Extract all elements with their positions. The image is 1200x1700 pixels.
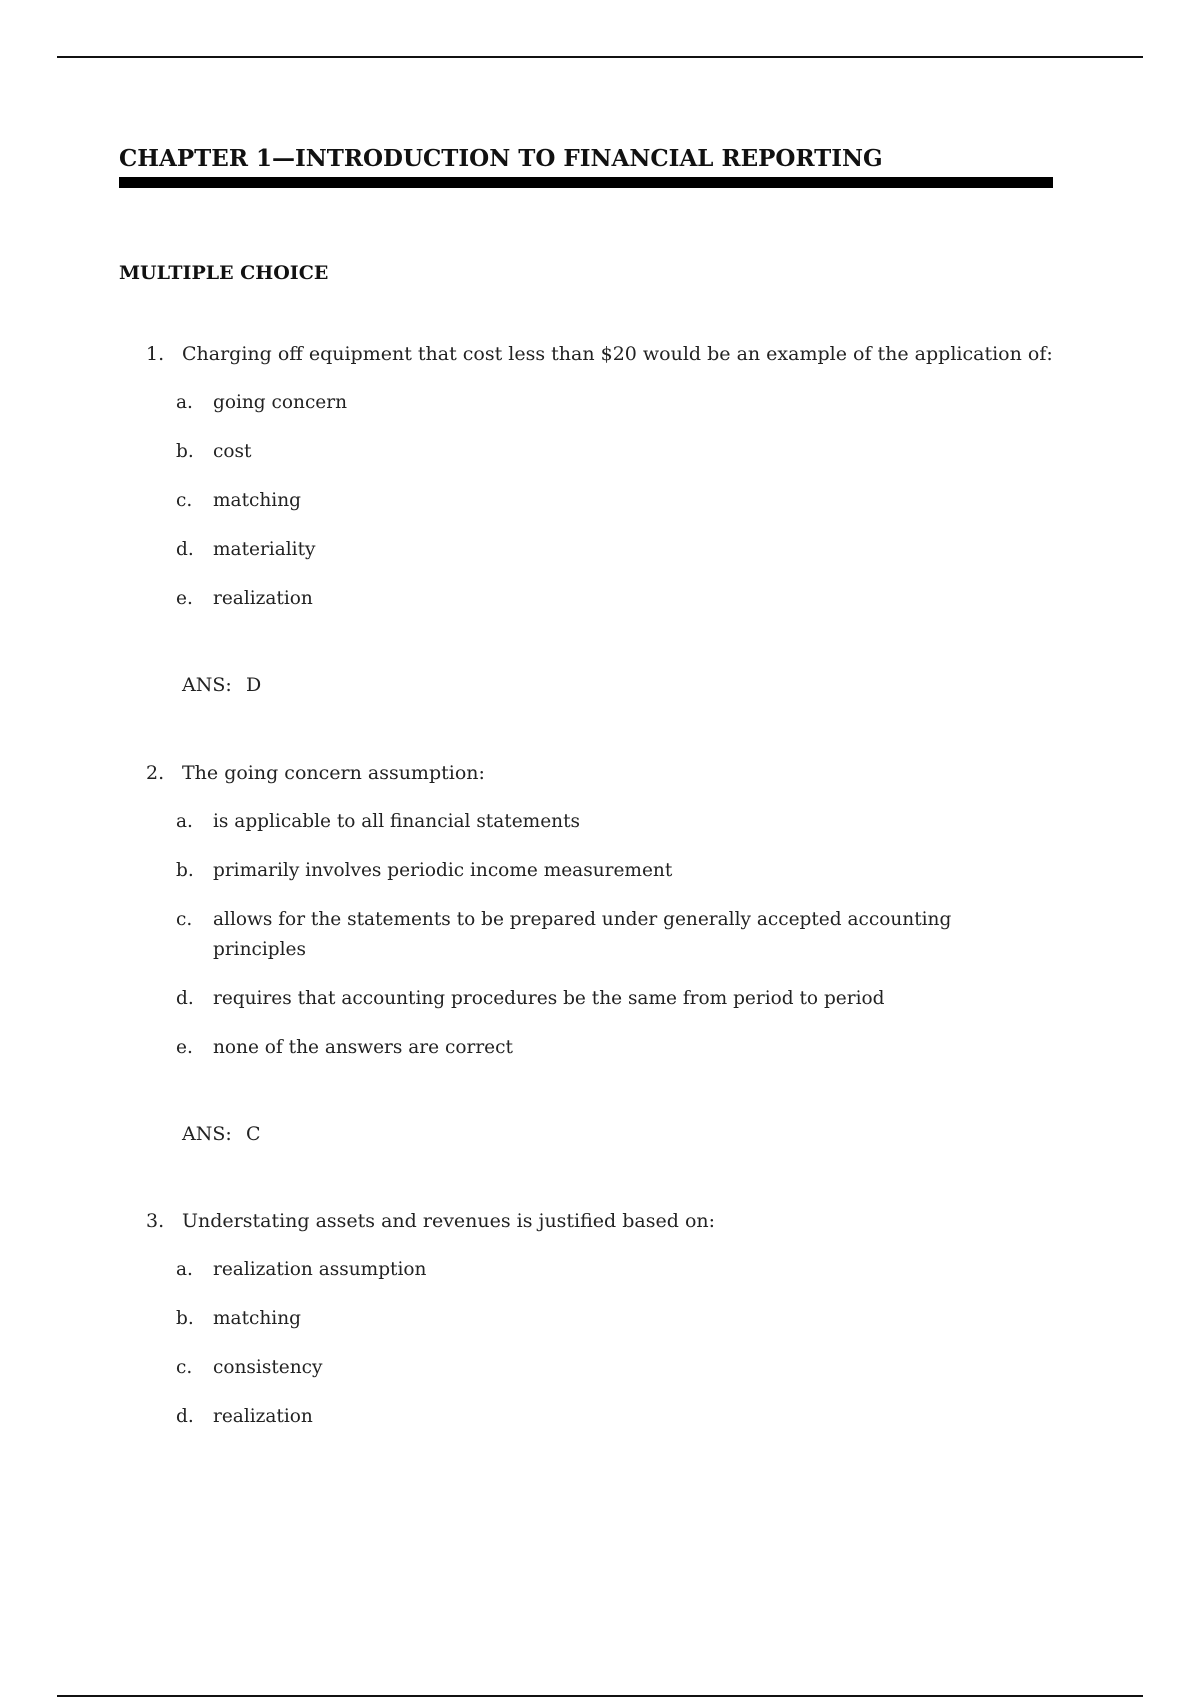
choice-e (146, 1033, 1046, 1063)
choice-text: allows for the statements to be prepared under generally accepted accounting principles (213, 909, 952, 960)
choice-text: realization (213, 588, 313, 609)
answer-line (182, 1121, 1046, 1147)
question-1 (146, 341, 1053, 698)
choice-d (146, 984, 1046, 1014)
choice-text: cost (213, 441, 252, 462)
choice-letter: c. (176, 490, 193, 511)
choice-text: matching (213, 1308, 301, 1329)
answer-label: ANS: (182, 674, 232, 696)
choice-letter: e. (176, 588, 193, 609)
choice-letter: a. (176, 811, 193, 832)
choice-letter: b. (176, 441, 194, 462)
choice-letter: c. (176, 1357, 193, 1378)
question-number: 1. (146, 343, 165, 365)
question-2 (146, 760, 1046, 1147)
question-stem (146, 760, 1046, 786)
question-stem (146, 1208, 1046, 1234)
choice-text: realization (213, 1406, 313, 1427)
choice-text: primarily involves periodic income measurement (213, 860, 673, 881)
choice-text: none of the answers are correct (213, 1037, 513, 1058)
chapter-title-underline (119, 177, 1053, 188)
question-stem (146, 341, 1053, 367)
choice-e (146, 584, 1046, 614)
question-text: Understating assets and revenues is justified based on: (182, 1210, 716, 1232)
choice-c (146, 1353, 1046, 1383)
choice-a (146, 1255, 1046, 1285)
chapter-title: CHAPTER 1—INTRODUCTION TO FINANCIAL REPORTING (119, 145, 883, 172)
choice-letter: d. (176, 539, 194, 560)
question-text: Charging off equipment that cost less than $20 would be an example of the application of: (182, 343, 1053, 365)
choice-letter: b. (176, 860, 194, 881)
choice-text: consistency (213, 1357, 323, 1378)
choice-text: is applicable to all financial statements (213, 811, 580, 832)
choice-letter: b. (176, 1308, 194, 1329)
choice-text: realization assumption (213, 1259, 427, 1280)
answer-value: C (246, 1123, 261, 1145)
answer-label: ANS: (182, 1123, 232, 1145)
choice-letter: a. (176, 1259, 193, 1280)
choice-text: materiality (213, 539, 316, 560)
choice-letter: d. (176, 1406, 194, 1427)
choice-letter: c. (176, 909, 193, 930)
page-bottom-rule (57, 1695, 1143, 1697)
answer-value: D (246, 674, 262, 696)
choice-letter: d. (176, 988, 194, 1009)
choice-b (146, 1304, 1046, 1334)
choice-c (146, 486, 1046, 516)
choice-text: matching (213, 490, 301, 511)
choice-text: requires that accounting procedures be the same from period to period (213, 988, 885, 1009)
choice-d (146, 1402, 1046, 1432)
choice-letter: a. (176, 392, 193, 413)
question-number: 2. (146, 762, 165, 784)
question-3 (146, 1208, 1046, 1432)
choice-text: going concern (213, 392, 348, 413)
page-top-rule (57, 56, 1143, 58)
question-number: 3. (146, 1210, 165, 1232)
choice-c (146, 905, 1046, 965)
answer-line (182, 672, 1046, 698)
choice-a (146, 388, 1046, 418)
choice-b (146, 437, 1046, 467)
choice-d (146, 535, 1046, 565)
choice-a (146, 807, 1046, 837)
choice-b (146, 856, 1046, 886)
choice-letter: e. (176, 1037, 193, 1058)
question-text: The going concern assumption: (182, 762, 485, 784)
section-heading: MULTIPLE CHOICE (119, 262, 329, 284)
